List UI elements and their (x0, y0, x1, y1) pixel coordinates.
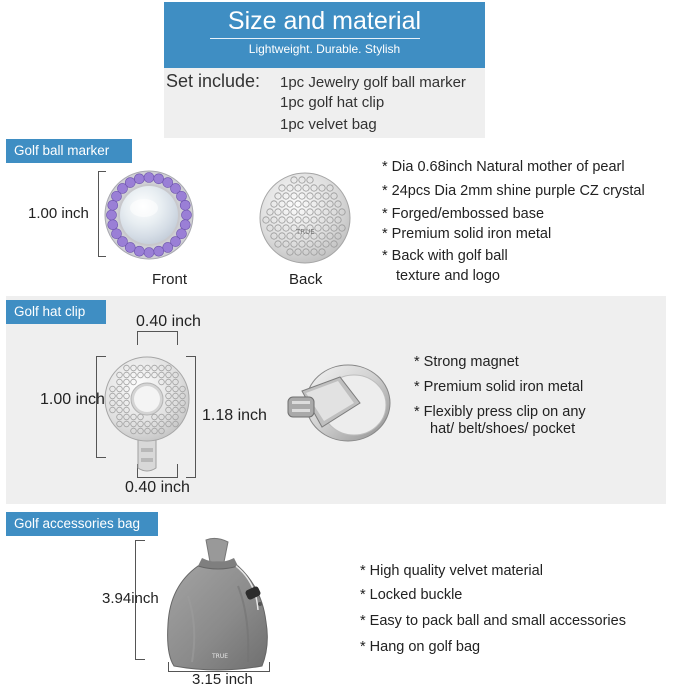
front-caption: Front (152, 271, 188, 288)
marker-front-image (104, 170, 194, 260)
feature-item: * Premium solid iron metal (382, 226, 552, 242)
back-caption: Back (289, 271, 323, 288)
set-item: 1pc Jewelry golf ball marker (280, 74, 466, 91)
feature-item: * High quality velvet material (360, 563, 543, 579)
hat-clip-dim-bottom: 0.40 inch (125, 479, 190, 496)
feature-item: * 24pcs Dia 2mm shine purple CZ crystal (382, 183, 645, 199)
velvet-bag-image (158, 536, 278, 674)
section-tag-ball-marker: Golf ball marker (6, 139, 132, 163)
bag-dim-width: 3.15 inch (192, 671, 253, 688)
marker-back-image (258, 172, 352, 264)
set-item: 1pc golf hat clip (280, 94, 385, 111)
marker-size-label: 1.00 inch (28, 205, 89, 222)
feature-item: * Dia 0.68inch Natural mother of pearl (382, 159, 625, 175)
feature-item: * Locked buckle (360, 587, 463, 603)
hat-clip-front-image (104, 352, 190, 476)
feature-item: * Strong magnet (414, 354, 519, 370)
dimension-bracket (137, 331, 178, 345)
set-item: 1pc velvet bag (280, 116, 377, 133)
feature-item: * Back with golf ball (382, 248, 508, 264)
section-tag-hat-clip: Golf hat clip (6, 300, 106, 324)
section-tag-bag: Golf accessories bag (6, 512, 158, 536)
feature-item: * Forged/embossed base (382, 206, 545, 222)
feature-item: * Easy to pack ball and small accessories (360, 613, 626, 629)
title-underline (210, 38, 420, 39)
hat-clip-dim-right: 1.18 inch (202, 407, 267, 424)
feature-item: * Premium solid iron metal (414, 379, 584, 395)
feature-item: * Hang on golf bag (360, 639, 481, 655)
bag-dim-height: 3.94inch (102, 590, 159, 607)
hat-clip-dim-top: 0.40 inch (136, 313, 201, 330)
hat-clip-dim-left: 1.00 inch (40, 391, 105, 408)
feature-item: hat/ belt/shoes/ pocket (430, 421, 576, 437)
svg-text:TRUE: TRUE (296, 228, 315, 236)
page-subtitle: Lightweight. Durable. Stylish (248, 42, 401, 56)
svg-text:TRUE: TRUE (212, 653, 229, 660)
feature-item: texture and logo (396, 268, 500, 284)
feature-item: * Flexibly press clip on any (414, 404, 586, 420)
hat-clip-side-image (282, 363, 392, 443)
set-include-label: Set include: (166, 71, 261, 91)
page-title: Size and material (227, 7, 422, 35)
